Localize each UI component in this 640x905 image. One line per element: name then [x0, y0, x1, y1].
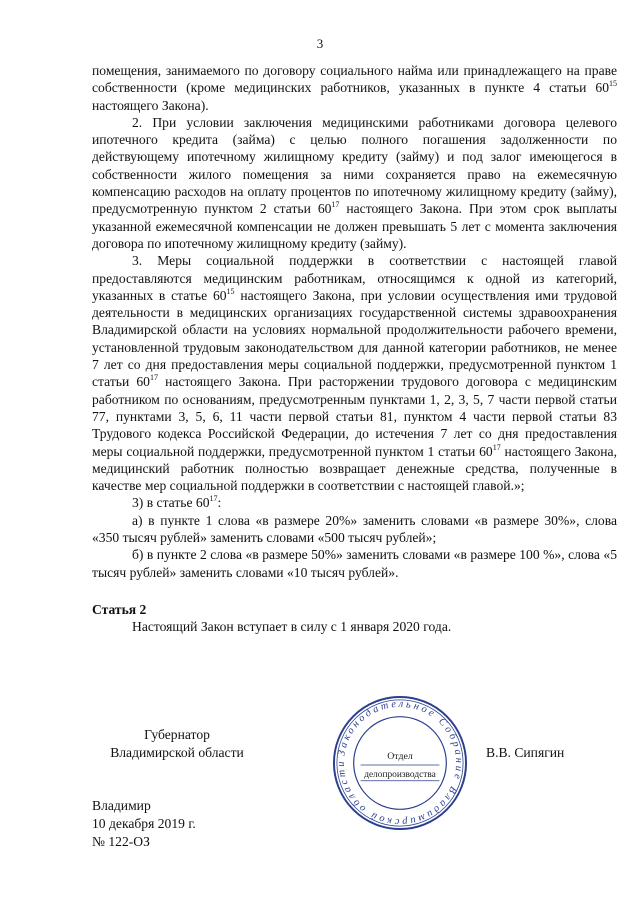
paragraph-3-text-d: настоящего Закона, медицинский работник полностью возвращает денежные средства, полученные в качестве мер социальной поддержки в соответствии с настоящей главой.»;: [92, 443, 617, 494]
stamp-inner-ring: [354, 717, 447, 810]
superscript: 15: [609, 79, 617, 89]
stamp-line-2: делопроизводства: [364, 769, 436, 780]
article-2-text: Настоящий Закон вступает в силу с 1 января 2020 года.: [132, 619, 452, 635]
document-footer: [92, 797, 196, 851]
paragraph-1-text-b: настоящего Закона).: [92, 97, 209, 113]
paragraph-3-text-b: настоящего Закона, при условии осуществления ими трудовой деятельности в медицинских организациях государственной системы здравоохранения Владимирской области на условиях нормальной продолжительности рабочего времени, установленной трудовым законодательством для данной категории работников, не менее 7 лет со дня предоставления меры социальной поддержки, предусмотренной пунктом 1 статьи 60: [92, 287, 617, 390]
document-body: [92, 62, 617, 636]
superscript: 17: [492, 442, 501, 452]
signatory-name: В.В. Сипягин: [486, 745, 565, 760]
paragraph-2-text-a: 2. При условии заключения медицинскими работниками договора целевого ипотечного кредита (займа) с целью полного погашения задолженности по действующему ипотечному жилищному кредиту (займу) и под залог имеющегося в собственности жилого помещения за ними сохраняется право на ежемесячную компенсацию расходов на оплату процентов по ипотечному жилищному кредиту (займу), предусмотренную пунктом 2 статьи 60: [92, 114, 617, 217]
paragraph-1: [92, 62, 617, 114]
signature-title: [92, 726, 262, 762]
paragraph-2-text-b: настоящего Закона. При этом срок выплаты указанной ежемесячной компенсации не должен превышать 5 лет с момента заключения договора по ипотечному жилищному кредиту (займу).: [92, 201, 617, 251]
paragraph-1-text-a: помещения, занимаемого по договору социального найма или принадлежащего на праве собственности (кроме медицинских работников, указанных в пункте 4 статьи 60: [92, 63, 617, 96]
superscript: 17: [149, 373, 158, 383]
superscript: 17: [209, 494, 218, 504]
paragraph-3-text-c: настоящего Закона. При расторжении трудового договора с медицинским работником по основаниям, предусмотренным пунктами 1, 2, 3, 5, 7 части первой статьи 77, пунктами 3, 5, 6, 11 части первой статьи 81, пунктом 4 части первой статьи 83 Трудового кодекса Российской Федерации, до истечения 7 лет со дня предоставления меры социальной поддержки, предусмотренной пунктом 1 статьи 60: [92, 374, 617, 459]
paragraph-3: [92, 252, 617, 494]
footer-law-number: № 122-ОЗ: [92, 834, 150, 849]
stamp-line-1: Отдел: [387, 751, 413, 763]
stamp-ring-text: Законодательное Собрание Владимирской области: [335, 698, 465, 828]
footer-date: 10 декабря 2019 г.: [92, 816, 196, 831]
article-2-heading: Статья 2: [92, 601, 147, 617]
signature-title-line-2: Владимирской области: [110, 745, 244, 760]
official-stamp: [331, 694, 469, 832]
paragraph-5: а) в пункте 1 слова «в размере 20%» заменить словами «в размере 30%», слова «350 тысяч рублей» заменить словами «500 тысяч рублей»;: [92, 512, 617, 546]
paragraph-4: [92, 494, 617, 511]
superscript: 15: [226, 286, 235, 296]
footer-city: Владимир: [92, 798, 151, 813]
signature-title-line-1: Губернатор: [144, 727, 210, 742]
paragraph-4-text-a: 3) в статье 60: [132, 495, 210, 511]
paragraph-6: б) в пункте 2 слова «в размере 50%» заменить словами «в размере 100 %», слова «5 тысяч рублей» заменить словами «10 тысяч рублей».: [92, 547, 617, 580]
page-number: 3: [316, 36, 324, 51]
paragraph-3-text-a: 3. Меры социальной поддержки в соответствии с настоящей главой предоставляются медицинским работникам, относящимся к одной из категорий, указанных в статье 60: [92, 253, 617, 303]
paragraph-4-text-b: :: [217, 495, 222, 511]
superscript: 17: [331, 200, 340, 210]
paragraph-2: [92, 114, 617, 252]
